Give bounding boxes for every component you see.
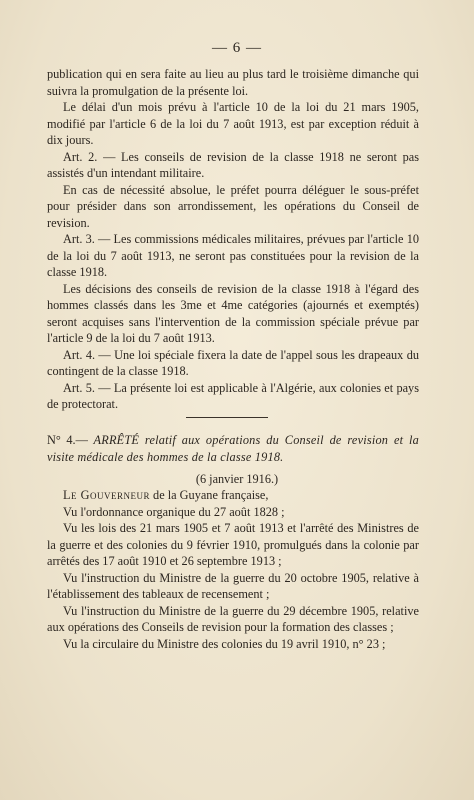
decree-title: ARRÊTÉ relatif aux opérations du Conseil de revision et la visite médicale des hommes de la classe 1918. [47, 433, 419, 464]
governor-rest: de la Guyane française, [149, 488, 269, 502]
consideration: Vu l'instruction du Ministre de la guerre du 20 octobre 1905, relative à l'établissement des tableaux de recensement ; [47, 570, 419, 601]
paragraph: publication qui en sera faite au lieu au plus tard le troisième dimanche qui suivra la promulgation de la présente loi. [47, 67, 419, 98]
consideration: Vu l'ordonnance organique du 27 août 1828 ; [63, 504, 285, 519]
paragraph: Le délai d'un mois prévu à l'article 10 de la loi du 21 mars 1905, modifié par l'article 6 de la loi du 7 août 1913, est par exception réduit à dix jours. [47, 100, 419, 147]
paragraph: Art. 4. — Une loi spéciale fixera la date de l'appel sous les drapeaux du contingent de la classe 1918. [47, 347, 419, 378]
consideration: Vu l'instruction du Ministre de la guerre du 29 décembre 1905, relative aux opérations des Conseils de revision pour la formation des classes ; [47, 603, 419, 634]
paragraph: Art. 2. — Les conseils de revision de la classe 1918 ne seront pas assistés d'un intendant militaire. [47, 149, 419, 180]
paragraph: Les décisions des conseils de revision de la classe 1918 à l'égard des hommes classés dans les 3me et 4me catégories (ajournés et exemptés) seront acquises sans l'intervention de la commission spéciale prévue par l'article 9 de la loi du 7 août 1913. [47, 281, 419, 345]
consideration: Vu les lois des 21 mars 1905 et 7 août 1913 et l'arrêté des Ministres de la guerre et des colonies du 9 février 1910, promulgués dans la colonie par arrêtés des 17 août 1910 et 26 septembre 1913 ; [47, 521, 419, 568]
paragraph: Art. 3. — Les commissions médicales militaires, prévues par l'article 10 de la loi du 7 août 1913, ne seront pas constituées pour la revision de la classe 1918. [47, 232, 419, 279]
decree-heading [47, 432, 419, 466]
decree-body [47, 487, 419, 652]
paragraph: En cas de nécessité absolue, le préfet pourra déléguer le sous-préfet pour présider dans son arrondissement, les opérations du Conseil de revision. [47, 182, 419, 230]
consideration: Vu la circulaire du Ministre des colonies du 19 avril 1910, n° 23 ; [63, 636, 386, 651]
paragraph: Art. 5. — La présente loi est applicable à l'Algérie, aux colonies et pays de protectorat. [47, 380, 419, 411]
section-divider [186, 417, 268, 418]
law-text-block [47, 66, 419, 413]
governor-line [47, 487, 419, 504]
decree-number: N° 4.— [47, 433, 88, 447]
decree-date: (6 janvier 1916.) [195, 472, 279, 486]
page-number: — 6 — [212, 40, 262, 56]
governor-title: Le Gouverneur [63, 488, 150, 502]
